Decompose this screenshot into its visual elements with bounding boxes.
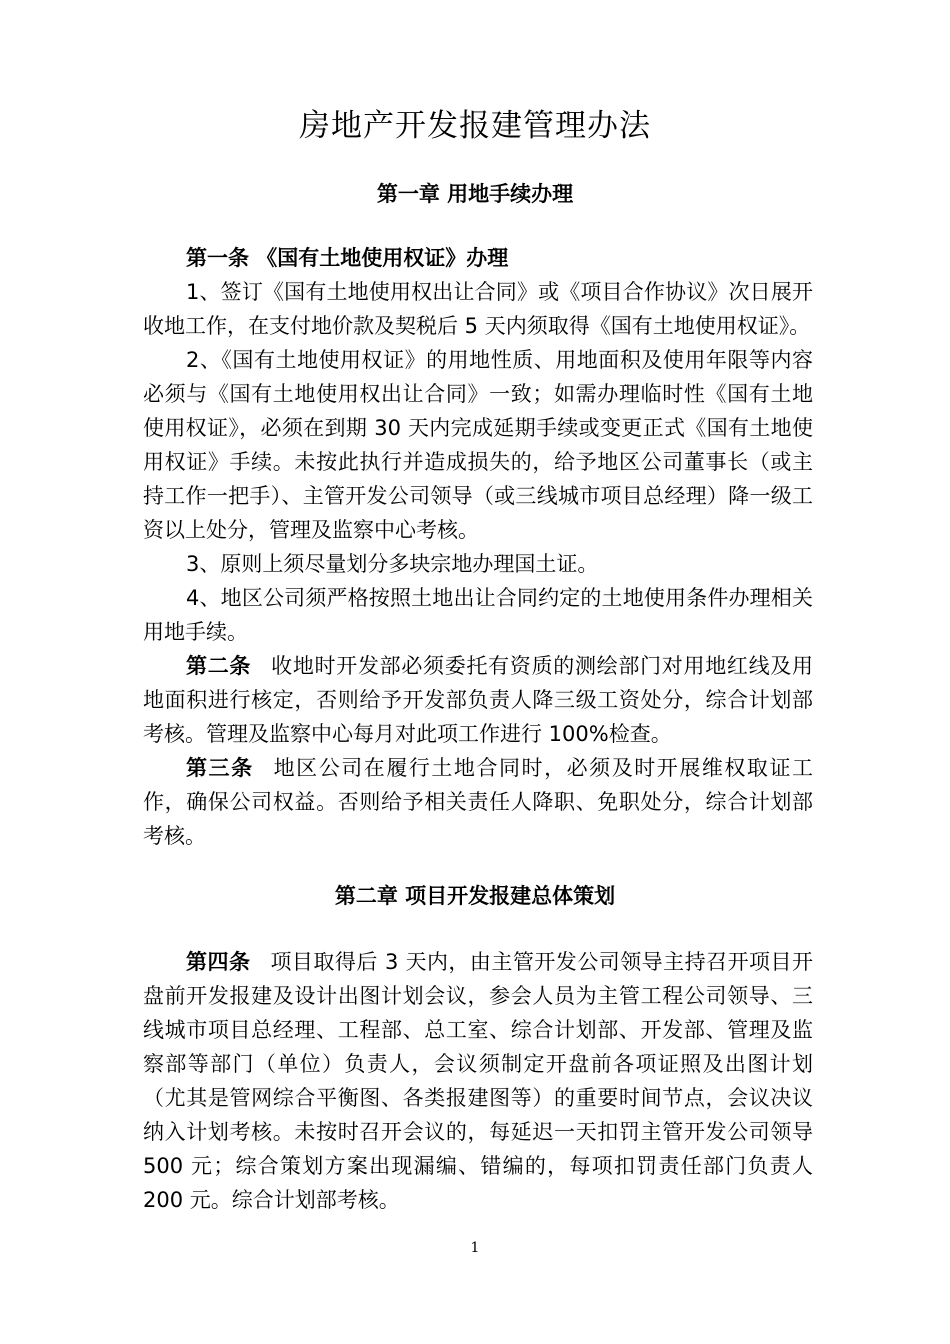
chapter-1-body [143, 241, 813, 853]
article-2-label: 第二条 [186, 654, 252, 678]
article-3-label: 第三条 [186, 756, 254, 780]
chapter-2-body [143, 945, 813, 1217]
article-1-item-1: 1、签订《国有土地使用权出让合同》或《项目合作协议》次日展开收地工作，在支付地价款及契税后 5 天内须取得《国有土地使用权证》。 [143, 280, 813, 338]
article-1-heading: 第一条 《国有土地使用权证》办理 [186, 246, 509, 270]
article-3-text: 地区公司在履行土地合同时，必须及时开展维权取证工作，确保公司权益。否则给予相关责任人降职、免职处分，综合计划部考核。 [143, 756, 814, 848]
article-4-label: 第四条 [186, 950, 251, 974]
article-1-item-4: 4、地区公司须严格按照土地出让合同约定的土地使用条件办理相关用地手续。 [143, 586, 813, 644]
article-2-text: 收地时开发部必须委托有资质的测绘部门对用地红线及用地面积进行核定，否则给予开发部负责人降三级工资处分，综合计划部考核。管理及监察中心每月对此项工作进行 100%检查。 [143, 654, 814, 746]
chapter-2-title: 第二章 项目开发报建总体策划 [334, 884, 616, 908]
chapter-1-title: 第一章 用地手续办理 [376, 182, 574, 206]
page-number: 1 [470, 1240, 480, 1256]
article-4-text: 项目取得后 3 天内，由主管开发公司领导主持召开项目开盘前开发报建及设计出图计划会议，参会人员为主管工程公司领导、三线城市项目总经理、工程部、总工室、综合计划部、开发部、管理及监察部等部门（单位）负责人，会议须制定开盘前各项证照及出图计划（尤其是管网综合平衡图、各类报建图等）的重要时间节点，会议决议纳入计划考核。未按时召开会议的，每延迟一天扣罚主管开发公司领导 500 元；综合策划方案出现漏编、错编的，每项扣罚责任部门负责人 200 元。综合计划部考核。 [143, 950, 814, 1212]
article-3-paragraph [143, 751, 813, 853]
article-2-paragraph [143, 649, 813, 751]
article-1-item-3: 3、原则上须尽量划分多块宗地办理国土证。 [186, 552, 599, 576]
article-1-item-2: 2、《国有土地使用权证》的用地性质、用地面积及使用年限等内容必须与《国有土地使用权出让合同》一致；如需办理临时性《国有土地使用权证》，必须在到期 30 天内完成延期手续或变更正式《国有土地使用权证》手续。未按此执行并造成损失的，给予地区公司董事长（或主持工作一把手）、主管开发公司领导（或三线城市项目总经理）降一级工资以上处分，管理及监察中心考核。 [143, 348, 813, 542]
article-4-paragraph [143, 945, 813, 1217]
document-title: 房地产开发报建管理办法 [299, 108, 651, 144]
